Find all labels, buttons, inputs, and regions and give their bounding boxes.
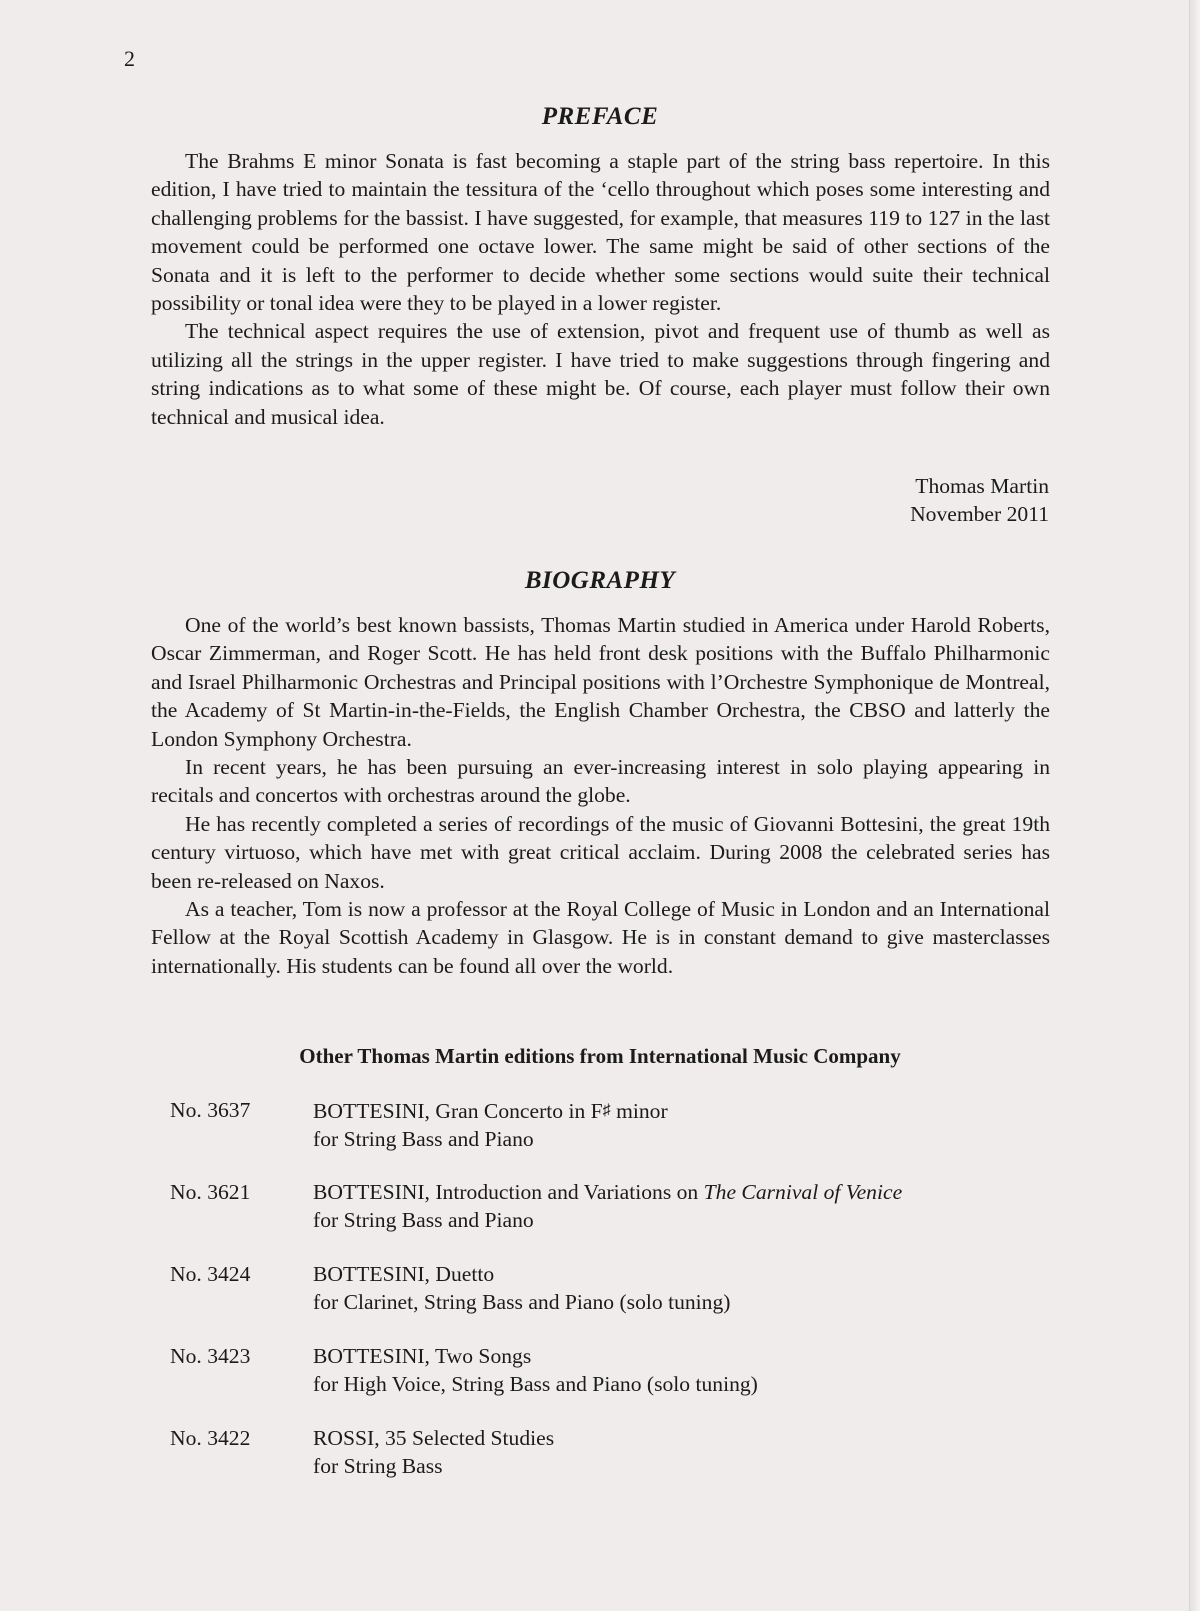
edition-description	[313, 1179, 1063, 1234]
preface-date: November 2011	[910, 502, 1049, 526]
edition-subtitle: for String Bass and Piano	[313, 1126, 534, 1151]
edition-description	[313, 1425, 1063, 1480]
edition-description	[313, 1261, 1063, 1316]
biography-paragraph: He has recently completed a series of recordings of the music of Giovanni Bottesini, the great 19th century virtuoso, which have met with great critical acclaim. During 2008 the celebrated series has been re-released on Naxos.	[151, 811, 1050, 893]
edition-title-text: BOTTESINI, Introduction and Variations on	[313, 1180, 704, 1204]
biography-paragraph: In recent years, he has been pursuing an ever-increasing interest in solo playing appearing in recitals and concertos with orchestras around the globe.	[151, 755, 1050, 808]
edition-subtitle: for String Bass	[313, 1453, 443, 1478]
preface-signature	[910, 472, 1049, 528]
edition-title-italic: The Carnival of Venice	[703, 1180, 903, 1204]
page-edge	[1189, 0, 1200, 1611]
preface-author: Thomas Martin	[915, 474, 1049, 498]
edition-title-text: minor	[610, 1099, 668, 1123]
edition-subtitle: for String Bass and Piano	[313, 1207, 534, 1232]
edition-subtitle: for High Voice, String Bass and Piano (solo tuning)	[313, 1371, 758, 1396]
preface-title: PREFACE	[541, 103, 659, 130]
edition-title: BOTTESINI, Two Songs	[313, 1344, 532, 1368]
page-number: 2	[124, 46, 135, 71]
biography-paragraph: As a teacher, Tom is now a professor at the Royal College of Music in London and an International Fellow at the Royal Scottish Academy in Glasgow. He is in constant demand to give masterclasses internationally. His students can be found all over the world.	[151, 897, 1050, 978]
preface-paragraph: The technical aspect requires the use of extension, pivot and frequent use of thumb as well as utilizing all the strings in the upper register. I have tried to make suggestions through fingering and string indications as to what some of these might be. Of course, each player must follow their own technical and musical idea.	[151, 319, 1050, 429]
edition-subtitle: for Clarinet, String Bass and Piano (solo tuning)	[313, 1289, 731, 1314]
biography-title: BIOGRAPHY	[524, 567, 676, 594]
preface-paragraph: The Brahms E minor Sonata is fast becoming a staple part of the string bass repertoire. In this edition, I have tried to maintain the tessitura of the ‘cello throughout which poses some interesting and challenging problems for the bassist. I have suggested, for example, that measures 119 to 127 in the last movement could be performed one octave lower. The same might be said of other sections of the Sonata and it is left to the performer to decide whether some sections would suite their technical possibility or tonal idea were they to be played in a lower register.	[151, 149, 1050, 316]
edition-description	[313, 1097, 1063, 1153]
edition-title	[313, 1097, 1063, 1126]
preface-body	[151, 147, 1050, 431]
biography-paragraph: One of the world’s best known bassists, Thomas Martin studied in America under Harold Roberts, Oscar Zimmerman, and Roger Scott. He has held front desk positions with the Buffalo Philharmonic and Israel Philharmonic Orchestras and Principal positions with l’Orchestre Symphonique de Montreal, the Academy of St Martin-in-the-Fields, the English Chamber Orchestra, the CBSO and latterly the London Symphony Orchestra.	[151, 613, 1050, 751]
edition-title: ROSSI, 35 Selected Studies	[313, 1426, 555, 1450]
biography-body	[151, 611, 1050, 980]
edition-title: BOTTESINI, Duetto	[313, 1262, 495, 1286]
edition-description	[313, 1343, 1063, 1398]
edition-title	[313, 1179, 1063, 1207]
sharp-sign-icon: ♯	[602, 1102, 611, 1119]
edition-number: No. 3422	[170, 1426, 251, 1450]
edition-number: No. 3637	[170, 1098, 251, 1122]
editions-heading: Other Thomas Martin editions from International Music Company	[299, 1044, 901, 1068]
edition-number: No. 3423	[170, 1344, 251, 1368]
edition-number: No. 3424	[170, 1262, 251, 1286]
edition-number: No. 3621	[170, 1180, 251, 1204]
edition-title-text: BOTTESINI, Gran Concerto in F	[313, 1099, 603, 1123]
